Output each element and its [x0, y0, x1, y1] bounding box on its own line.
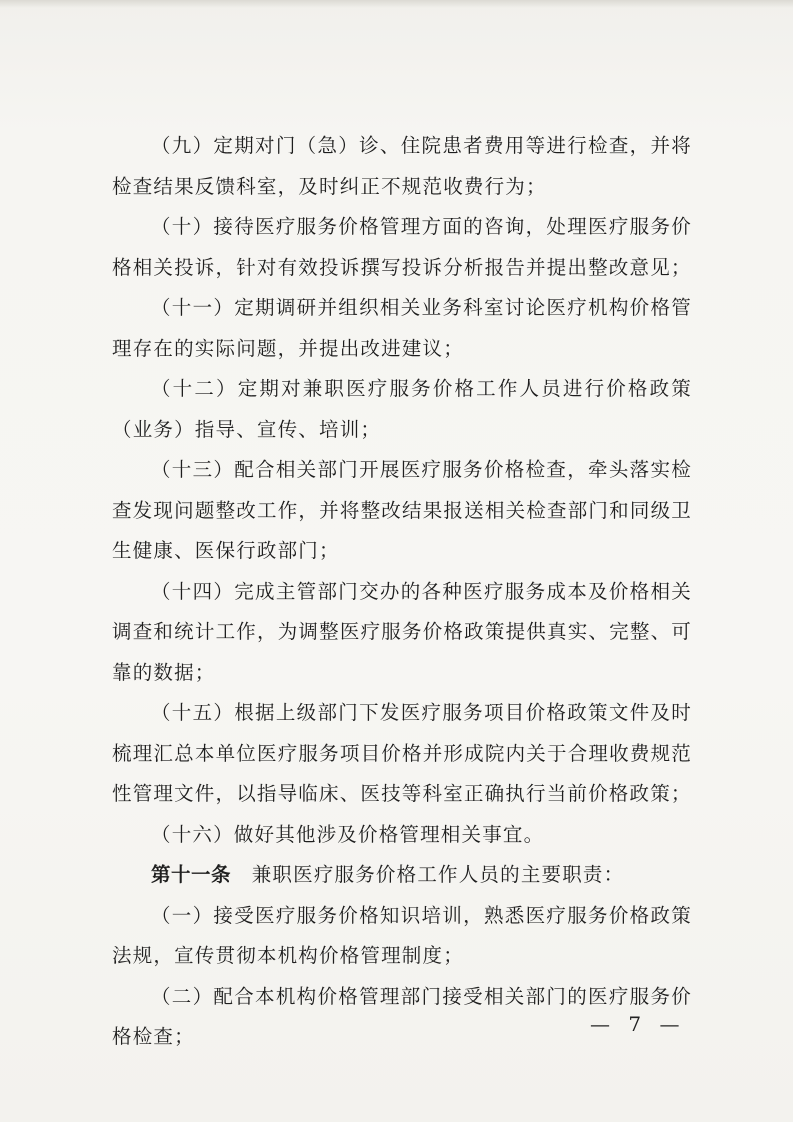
paragraph-item-13: （十三）配合相关部门开展医疗服务价格检查，牵头落实检查发现问题整改工作，并将整改结果报送相关检查部门和同级卫生健康、医保行政部门；: [112, 458, 692, 562]
scan-top-edge: [0, 0, 793, 8]
paragraph-duty-1: （一）接受医疗服务价格知识培训，熟悉医疗服务价格政策法规，宣传贯彻本机构价格管理制度；: [112, 903, 692, 967]
article-title: 第十一条: [151, 863, 232, 886]
paragraph-duty-2: （二）配合本机构价格管理部门接受相关部门的医疗服务价格检查；: [112, 984, 692, 1048]
paragraph-item-10: （十）接待医疗服务价格管理方面的咨询，处理医疗服务价格相关投诉，针对有效投诉撰写投诉分析报告并提出整改意见；: [112, 215, 692, 279]
paragraph-item-11: （十一）定期调研并组织相关业务科室讨论医疗机构价格管理存在的实际问题，并提出改进建议；: [112, 296, 692, 360]
paragraph-item-14: （十四）完成主管部门交办的各种医疗服务成本及价格相关调查和统计工作，为调整医疗服务价格政策提供真实、完整、可靠的数据；: [112, 579, 692, 684]
paragraph-item-16: （十六）做好其他涉及价格管理相关事宜。: [151, 822, 545, 846]
article-11: [112, 855, 692, 896]
document-body: [112, 126, 692, 1058]
paragraph-item-9: （九）定期对门（急）诊、住院患者费用等进行检查，并将检查结果反馈科室，及时纠正不规范收费行为；: [112, 134, 692, 198]
page-number: — 7 —: [590, 1012, 686, 1036]
paragraph-item-12: （十二）定期对兼职医疗服务价格工作人员进行价格政策（业务）指导、宣传、培训；: [112, 377, 692, 441]
article-text: 兼职医疗服务价格工作人员的主要职责：: [251, 863, 625, 886]
paragraph-item-15: （十五）根据上级部门下发医疗服务项目价格政策文件及时梳理汇总本单位医疗服务项目价格并形成院内关于合理收费规范性管理文件，以指导临床、医技等科室正确执行当前价格政策；: [112, 701, 692, 805]
